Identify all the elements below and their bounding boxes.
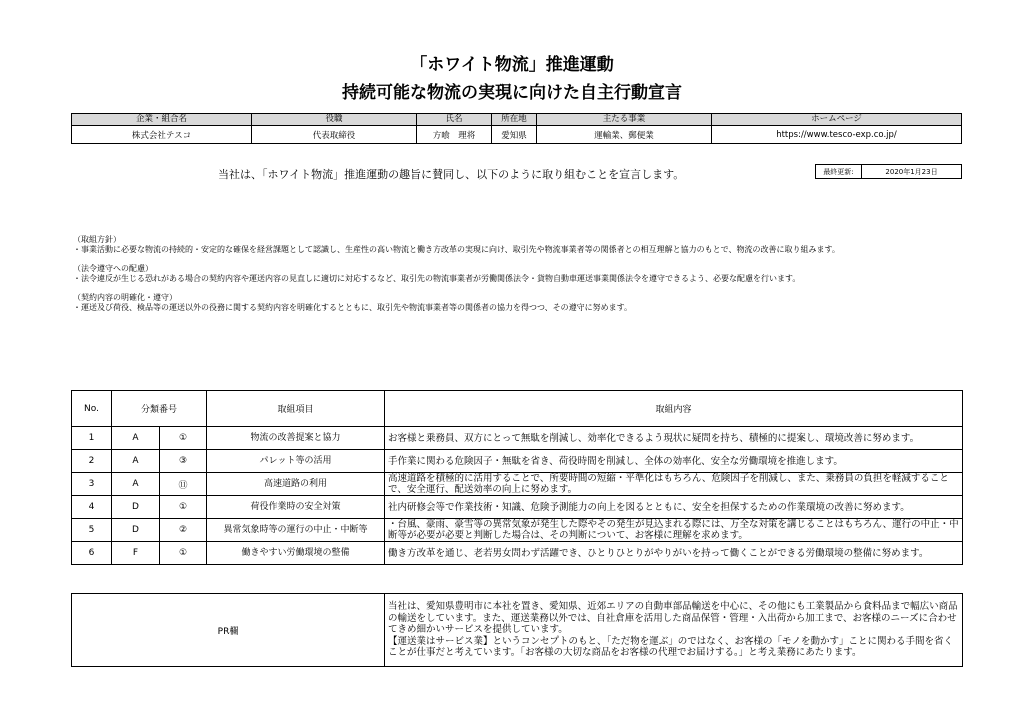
table-row — [72, 519, 963, 542]
row-item: 異常気象時等の運行の中止・中断等 — [207, 519, 385, 542]
header-homepage: ホームページ — [712, 114, 962, 126]
policy-section-compliance — [73, 264, 963, 284]
row-content: ・台風、豪雨、豪雪等の異常気象が発生した際やその発生が見込まれる際には、万全な対策を講じることはもちろん、運行の中止・中断等が必要が必要と判断した場合は、その判断について、お客様に理解を求めます。 — [385, 519, 963, 542]
location: 愛知県 — [492, 126, 537, 144]
company-name: 株式会社テスコ — [72, 126, 252, 144]
policy-body: ・事業活動に必要な物流の持続的・安定的な確保を経営課題として認識し、生産性の高い物流と働き方改革の実現に向け、取引先や物流事業者等の関係者との相互理解と協力のもとで、物流の改善に取り組みます。 — [73, 245, 840, 254]
homepage-link[interactable]: https://www.tesco-exp.co.jp/ — [712, 126, 962, 144]
last-updated-label: 最終更新: — [816, 165, 862, 179]
main-business: 運輸業、郵便業 — [537, 126, 712, 144]
last-updated-value: 2020年1月23日 — [862, 165, 962, 179]
table-row — [72, 427, 963, 450]
policy-body: ・運送及び荷役、検品等の運送以外の役務に関する契約内容を明確化するとともに、取引先や物流事業者等の関係者の協力を得つつ、その遵守に努めます。 — [73, 303, 633, 312]
last-updated-box — [815, 164, 962, 179]
header-item: 取組項目 — [207, 391, 385, 427]
row-category-number: ① — [160, 427, 207, 450]
row-category-number: ① — [160, 496, 207, 519]
row-category-number: ① — [160, 542, 207, 565]
title-line-1: 「ホワイト物流」推進運動 — [410, 55, 614, 75]
policy-heading: （契約内容の明確化・遵守） — [73, 293, 177, 302]
header-main-business: 主たる事業 — [537, 114, 712, 126]
row-no: 6 — [72, 542, 112, 565]
row-category-letter: A — [112, 450, 160, 473]
row-content: 働き方改革を通じ、老若男女問わず活躍でき、ひとりひとりがやりがいを持って働くことができる労働環境の整備に努めます。 — [385, 542, 963, 565]
row-no: 1 — [72, 427, 112, 450]
row-item: 荷役作業時の安全対策 — [207, 496, 385, 519]
row-content: お客様と乗務員、双方にとって無駄を削減し、効率化できるよう現状に疑問を持ち、積極的に提案し、環境改善に努めます。 — [385, 427, 963, 450]
table-row — [72, 496, 963, 519]
company-info-table — [71, 113, 962, 144]
row-category-letter: A — [112, 473, 160, 496]
header-content: 取組内容 — [385, 391, 963, 427]
header-no: No. — [72, 391, 112, 427]
policy-body: ・法令違反が生じる恐れがある場合の契約内容や運送内容の見直しに適切に対応するなど、取引先の物流事業者が労働関係法令・貨物自動車運送事業関係法令を遵守できるよう、必要な配慮を行います。 — [73, 274, 801, 283]
company-info-header-row — [72, 114, 962, 126]
policy-section-contract — [73, 293, 963, 313]
row-item: パレット等の活用 — [207, 450, 385, 473]
row-category-letter: A — [112, 427, 160, 450]
row-no: 5 — [72, 519, 112, 542]
row-content: 手作業に関わる危険因子・無駄を省き、荷役時間を削減し、全体の効率化、安全な労働環境を推進します。 — [385, 450, 963, 473]
header-category: 分類番号 — [112, 391, 207, 427]
row-category-number: ② — [160, 519, 207, 542]
row-item: 高速道路の利用 — [207, 473, 385, 496]
row-category-number: ③ — [160, 450, 207, 473]
row-item: 働きやすい労働環境の整備 — [207, 542, 385, 565]
position: 代表取締役 — [252, 126, 417, 144]
pr-text: 当社は、愛知県豊明市に本社を置き、愛知県、近郊エリアの自動車部品輸送を中心に、その他にも工業製品から食料品まで幅広い商品の輸送をしています。また、運送業務以外では、自社倉庫を活用した商品保管・管理・入出荷から加工まで、お客様のニーズに合わせてきめ細かいサービスを提供しています。 【運送業はサービス業】というコンセプトのもと、「ただ物を運ぶ」のではなく、お客様の「モノを動かす」ことに関わる手間を省くことが仕事だと考えています。「お客様の大切な商品をお客様の代理でお届けする。」と考え業務にあたります。 — [385, 594, 963, 667]
row-category-letter: D — [112, 519, 160, 542]
header-person-name: 氏名 — [417, 114, 492, 126]
row-content: 社内研修会等で作業技術・知識、危険予測能力の向上を図るとともに、安全を担保するための作業環境の改善に努めます。 — [385, 496, 963, 519]
row-no: 2 — [72, 450, 112, 473]
company-info-value-row — [72, 126, 962, 144]
row-item: 物流の改善提案と協力 — [207, 427, 385, 450]
row-category-number: ⑪ — [160, 473, 207, 496]
pr-table — [71, 593, 963, 667]
initiatives-header-row — [72, 391, 963, 427]
pr-label: PR欄 — [72, 594, 385, 667]
header-company-name: 企業・組合名 — [72, 114, 252, 126]
row-no: 3 — [72, 473, 112, 496]
table-row — [72, 450, 963, 473]
row-content: 高速道路を積極的に活用することで、所要時間の短縮・平準化はもちろん、危険因子を削減し、また、乗務員の負担を軽減することで、安全運行、配送効率の向上に努めます。 — [385, 473, 963, 496]
policy-sections — [73, 235, 963, 322]
row-category-letter: D — [112, 496, 160, 519]
header-position: 役職 — [252, 114, 417, 126]
title-line-2: 持続可能な物流の実現に向けた自主行動宣言 — [342, 83, 682, 103]
policy-heading: （法令遵守への配慮） — [73, 264, 153, 273]
row-category-letter: F — [112, 542, 160, 565]
policy-section-approach — [73, 235, 963, 255]
declaration-text: 当社は、「ホワイト物流」推進運動の趣旨に賛同し、以下のように取り組むことを宣言します。 — [218, 168, 685, 181]
initiatives-table — [71, 390, 963, 565]
person-name: 方喰 理将 — [417, 126, 492, 144]
row-no: 4 — [72, 496, 112, 519]
policy-heading: （取組方針） — [73, 235, 121, 244]
table-row — [72, 542, 963, 565]
table-row — [72, 473, 963, 496]
header-location: 所在地 — [492, 114, 537, 126]
